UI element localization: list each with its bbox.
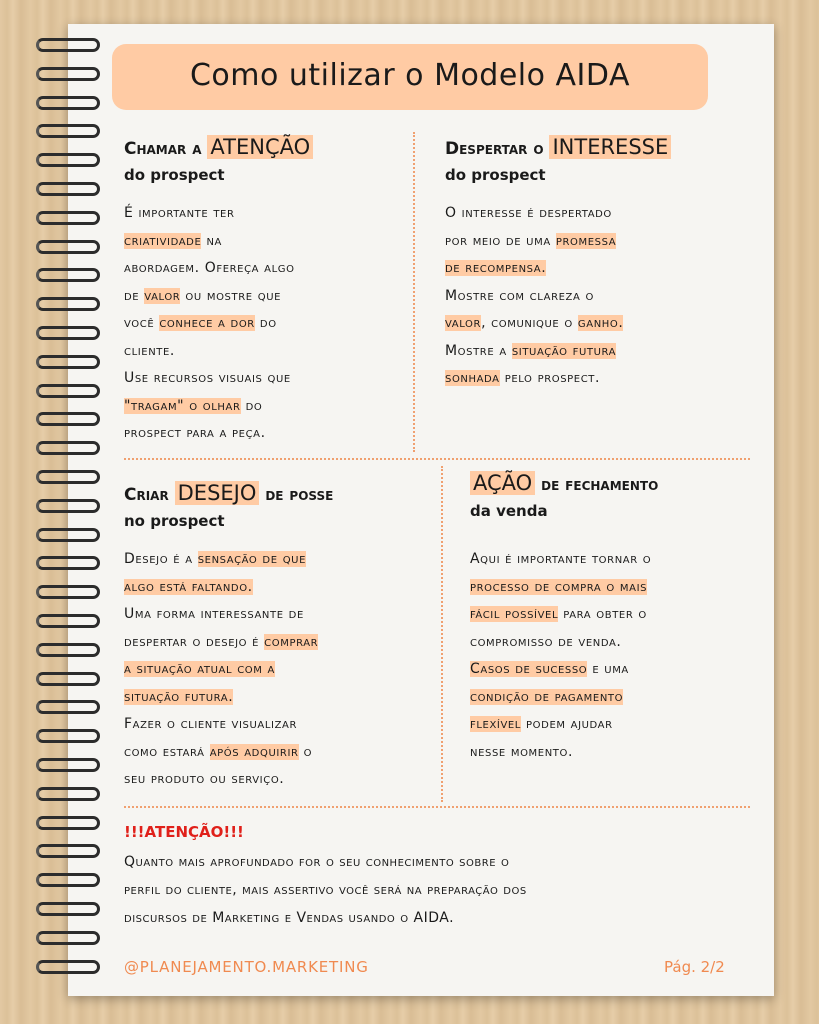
- spiral-ring: [36, 528, 100, 542]
- section-body-attention: [124, 200, 404, 448]
- text-line: Use recursos visuais que: [124, 370, 291, 386]
- spiral-ring: [36, 758, 100, 772]
- text-line: flexível podem ajudar: [470, 716, 613, 732]
- text-line: por meio de uma promessa: [445, 232, 617, 249]
- spiral-ring: [36, 556, 100, 570]
- page-title: Como utilizar o Modelo AIDA: [189, 58, 631, 93]
- warning-title: !!!ATENÇÃO!!!: [124, 823, 244, 841]
- spiral-ring: [36, 153, 100, 167]
- title-text: Despertar o: [445, 139, 544, 159]
- spiral-ring: [36, 614, 100, 628]
- title-text: de posse: [265, 485, 334, 505]
- text-line: Aqui é importante tornar o: [470, 551, 652, 567]
- text-line: fácil possível para obter o: [470, 606, 647, 622]
- spiral-ring: [36, 499, 100, 513]
- title-highlight: ATENÇÃO: [207, 135, 313, 159]
- text-line: seu produto ou serviço.: [124, 771, 285, 787]
- text-line: condição de pagamento: [470, 688, 624, 705]
- spiral-ring: [36, 182, 100, 196]
- text-line: sonhada pelo prospect.: [445, 370, 601, 386]
- spiral-ring: [36, 441, 100, 455]
- text-line: você conhece a dor do: [124, 315, 277, 331]
- spiral-ring: [36, 729, 100, 743]
- title-text: de fechamento: [541, 475, 659, 495]
- title-highlight: INTERESSE: [549, 135, 671, 159]
- text-line: Quanto mais aprofundado for o seu conhecimento sobre o: [124, 854, 510, 870]
- page-number: Pág. 2/2: [664, 958, 725, 976]
- divider-horizontal-middle: [124, 458, 750, 460]
- text-line: cliente.: [124, 342, 175, 359]
- section-body-desire: [124, 546, 434, 794]
- spiral-ring: [36, 960, 100, 974]
- text-line: Desejo é a sensação de que: [124, 551, 307, 567]
- text-line: criatividade na: [124, 232, 222, 249]
- section-title-attention: [124, 134, 313, 162]
- text-line: Casos de sucesso e uma: [470, 661, 629, 677]
- text-line: Fazer o cliente visualizar: [124, 716, 298, 732]
- section-title-interest: [445, 134, 671, 162]
- spiral-ring: [36, 585, 100, 599]
- section-subtitle-interest: do prospect: [445, 166, 546, 184]
- text-line: valor, comunique o ganho.: [445, 315, 624, 331]
- spiral-ring: [36, 902, 100, 916]
- text-line: processo de compra o mais: [470, 578, 648, 595]
- spiral-ring: [36, 96, 100, 110]
- social-handle: @PLANEJAMENTO.MARKETING: [124, 958, 369, 976]
- section-subtitle-desire: no prospect: [124, 512, 225, 530]
- text-line: algo está faltando.: [124, 578, 253, 595]
- text-line: como estará após adquirir o: [124, 743, 313, 760]
- spiral-ring: [36, 643, 100, 657]
- section-body-action: [470, 546, 750, 766]
- text-line: a situação atual com a: [124, 661, 275, 677]
- text-line: perfil do cliente, mais assertivo você será na preparação dos: [124, 882, 527, 898]
- section-subtitle-attention: do prospect: [124, 166, 225, 184]
- spiral-ring: [36, 844, 100, 858]
- spiral-ring: [36, 355, 100, 369]
- section-title-desire: [124, 480, 333, 508]
- spiral-ring: [36, 931, 100, 945]
- text-line: nesse momento.: [470, 743, 574, 760]
- spiral-ring: [36, 787, 100, 801]
- spiral-ring: [36, 124, 100, 138]
- text-line: prospect para a peça.: [124, 425, 266, 441]
- spiral-ring: [36, 211, 100, 225]
- text-line: Mostre com clareza o: [445, 287, 594, 304]
- spiral-ring: [36, 816, 100, 830]
- text-line: discursos de Marketing e Vendas usando o AIDA.: [124, 910, 455, 926]
- title-banner: [112, 44, 708, 110]
- divider-horizontal-bottom: [124, 806, 750, 808]
- spiral-ring: [36, 38, 100, 52]
- spiral-ring: [36, 470, 100, 484]
- spiral-ring: [36, 873, 100, 887]
- title-text: Criar: [124, 485, 169, 505]
- text-line: Mostre a situação futura: [445, 342, 617, 359]
- text-line: É importante ter: [124, 205, 235, 221]
- warning-text: [124, 848, 744, 932]
- text-line: situação futura.: [124, 688, 234, 705]
- title-text: Chamar a: [124, 139, 202, 159]
- divider-vertical-top: [413, 132, 415, 452]
- spiral-ring: [36, 700, 100, 714]
- spiral-ring: [36, 67, 100, 81]
- title-highlight: DESEJO: [175, 481, 260, 505]
- text-line: compromisso de venda.: [470, 633, 622, 650]
- section-title-action: [470, 470, 658, 498]
- spiral-binding: [36, 38, 106, 988]
- text-line: de recompensa.: [445, 260, 547, 276]
- spiral-ring: [36, 326, 100, 340]
- spiral-ring: [36, 412, 100, 426]
- title-highlight: AÇÃO: [470, 471, 535, 495]
- spiral-ring: [36, 240, 100, 254]
- text-line: de valor ou mostre que: [124, 287, 282, 304]
- spiral-ring: [36, 672, 100, 686]
- divider-vertical-bottom: [441, 466, 443, 802]
- spiral-ring: [36, 297, 100, 311]
- text-line: O interesse é despertado: [445, 205, 612, 221]
- section-subtitle-action: da venda: [470, 502, 548, 520]
- text-line: despertar o desejo é comprar: [124, 633, 319, 650]
- section-body-interest: [445, 200, 735, 393]
- spiral-ring: [36, 268, 100, 282]
- text-line: abordagem. Ofereça algo: [124, 260, 295, 276]
- spiral-ring: [36, 384, 100, 398]
- text-line: Uma forma interessante de: [124, 606, 304, 622]
- text-line: "tragam" o olhar do: [124, 397, 263, 414]
